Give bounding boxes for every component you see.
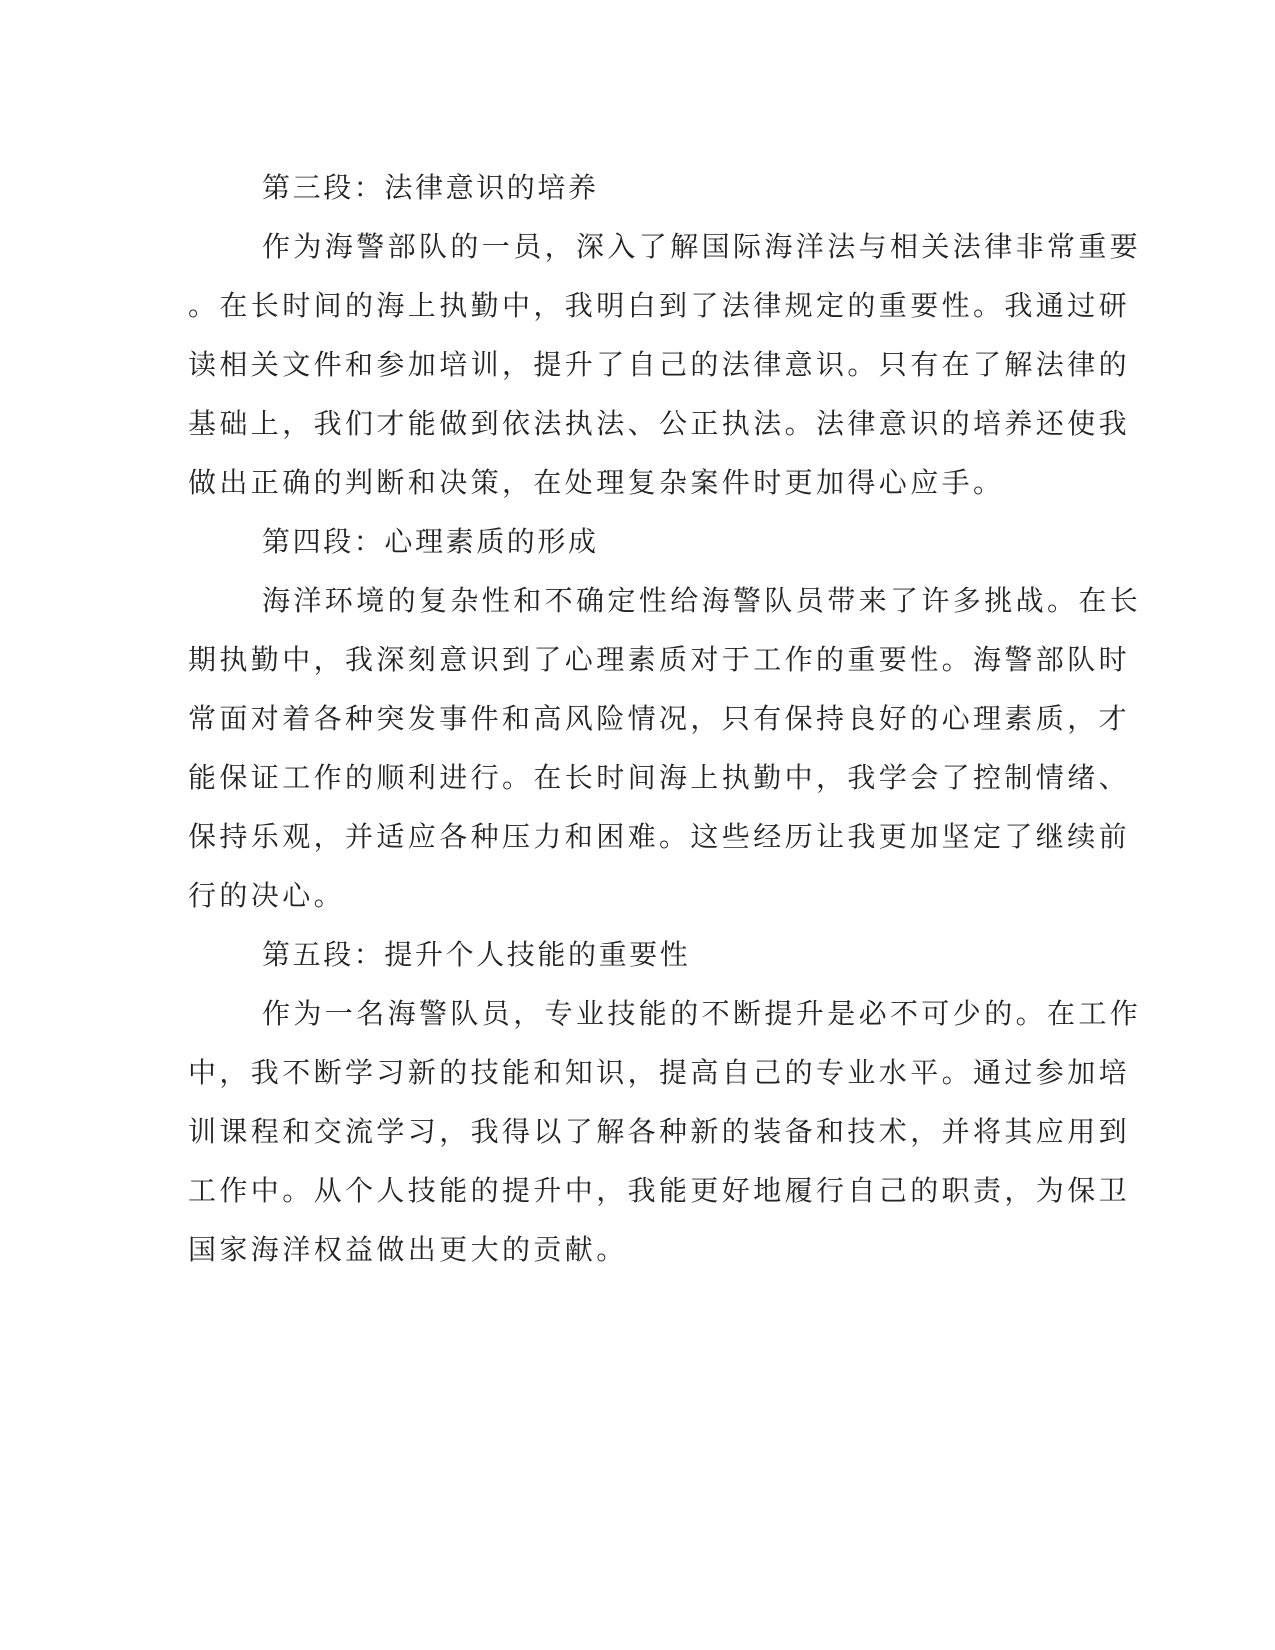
paragraph-line: 做出正确的判断和决策，在处理复杂案件时更加得心应手。 — [188, 466, 1005, 499]
paragraph-line: 国家海洋权益做出更大的贡献。 — [188, 1233, 628, 1266]
paragraph-line: 能保证工作的顺利进行。在长时间海上执勤中，我学会了控制情绪、 — [188, 761, 1131, 794]
paragraph-line: 作为海警部队的一员，深入了解国际海洋法与相关法律非常重要 — [262, 230, 1142, 263]
paragraph-line: 行的决心。 — [188, 879, 346, 912]
paragraph-line: 中，我不断学习新的技能和知识，提高自己的专业水平。通过参加培 — [188, 1056, 1131, 1089]
paragraph-line: 海洋环境的复杂性和不确定性给海警队员带来了许多挑战。在长 — [262, 584, 1142, 617]
paragraph-line: 保持乐观，并适应各种压力和困难。这些经历让我更加坚定了继续前 — [188, 820, 1131, 853]
section-heading: 第四段：心理素质的形成 — [262, 525, 599, 558]
paragraph-line: 读相关文件和参加培训，提升了自己的法律意识。只有在了解法律的 — [188, 348, 1131, 381]
section-heading: 第三段：法律意识的培养 — [262, 171, 599, 204]
section-heading: 第五段：提升个人技能的重要性 — [262, 938, 691, 971]
paragraph-line: 训课程和交流学习，我得以了解各种新的装备和技术，并将其应用到 — [188, 1115, 1131, 1148]
paragraph-line: 工作中。从个人技能的提升中，我能更好地履行自己的职责，为保卫 — [188, 1174, 1131, 1207]
paragraph-line: 基础上，我们才能做到依法执法、公正执法。法律意识的培养还使我 — [188, 407, 1131, 440]
paragraph-line: 。在长时间的海上执勤中，我明白到了法律规定的重要性。我通过研 — [188, 289, 1131, 322]
paragraph-line: 期执勤中，我深刻意识到了心理素质对于工作的重要性。海警部队时 — [188, 643, 1131, 676]
paragraph-line: 常面对着各种突发事件和高风险情况，只有保持良好的心理素质，才 — [188, 702, 1131, 735]
paragraph-line: 作为一名海警队员，专业技能的不断提升是必不可少的。在工作 — [262, 997, 1142, 1030]
